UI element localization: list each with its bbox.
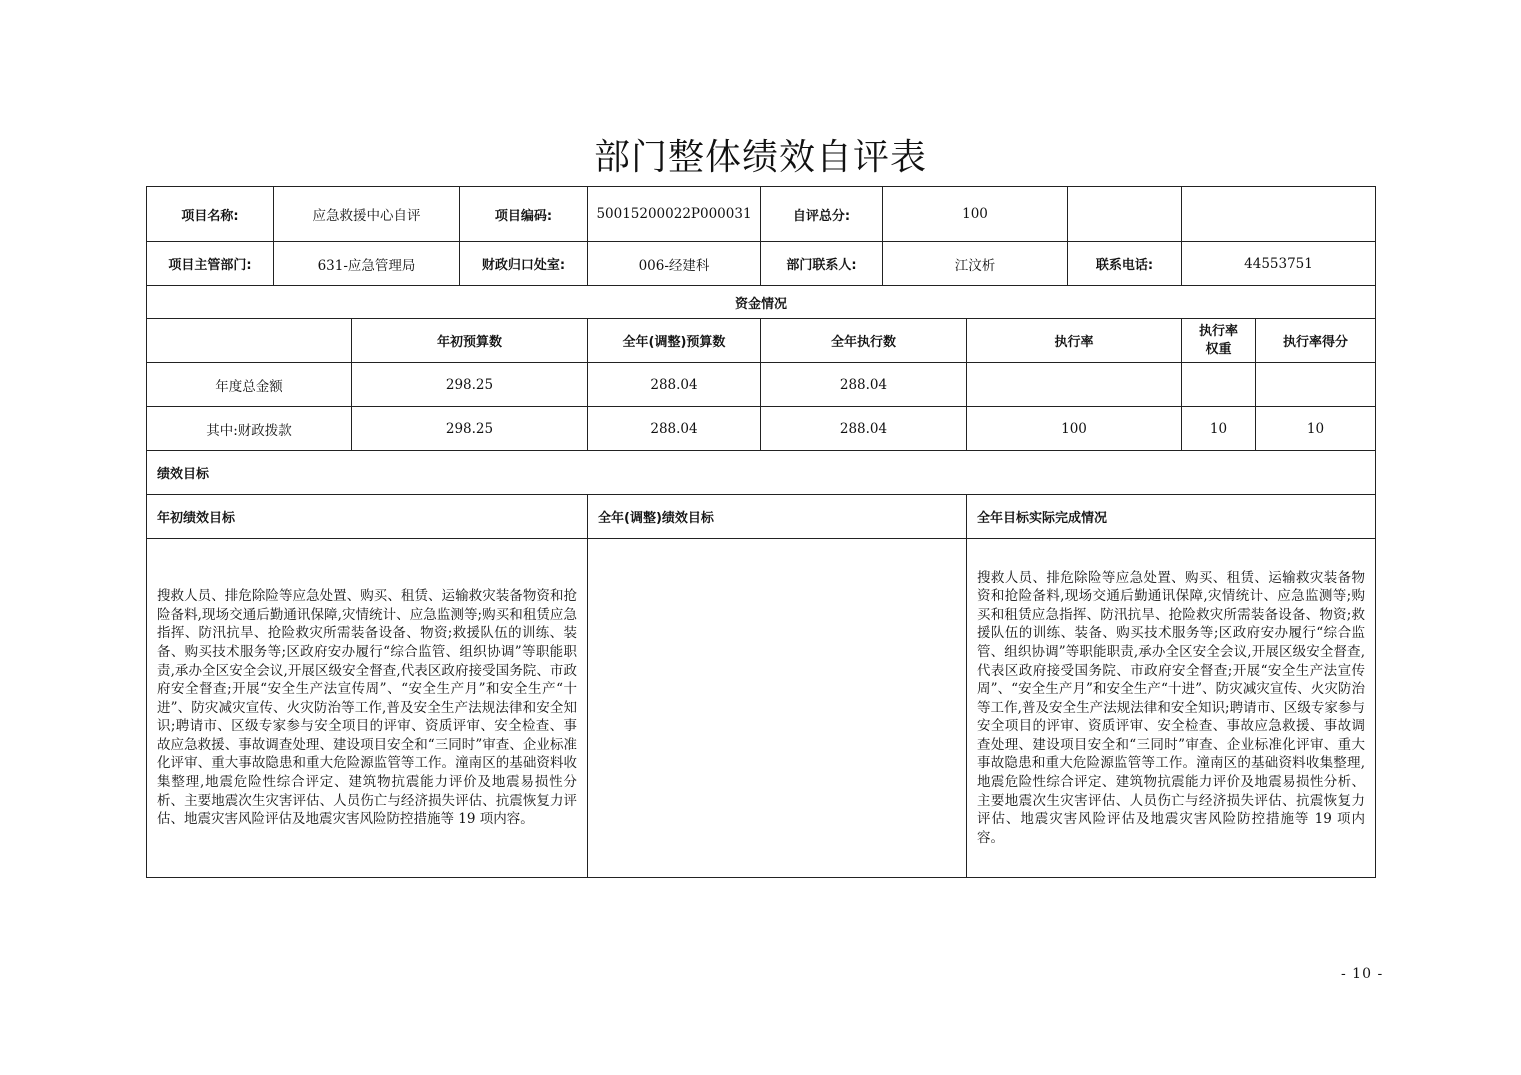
adjusted-goal-header: 全年(调整)绩效目标 bbox=[588, 495, 967, 539]
actual-goal-text: 搜救人员、排危除险等应急处置、购买、租赁、运输救灾装备物资和抢险备料,现场交通后勤通讯保障,灾情统计、应急监测等;购买和租赁应急指挥、防汛抗旱、抢险救灾所需装备设备、物资;救援队伍的训练、装备、购买技术服务等;区政府安办履行“综合监管、组织协调”等职能职责,承办全区安全会议,开展区级安全督查,代表区政府接受国务院、市政府安全督查;开展“安全生产法宣传周”、“安全生产月”和安全生产“十进”、防灾减灾宣传、火灾防治等工作,普及安全生产法规法律和安全知识;聘请市、区级专家参与安全项目的评审、资质评审、安全检查、事故应急救援、事故调查处理、建设项目安全和“三同时”审查、企业标准化评审、重大事故隐患和重大危险源监管等工作。潼南区的基础资料收集整理,地震危险性综合评定、建筑物抗震能力评价及地震易损性分析、主要地震次生灾害评估、人员伤亡与经济损失评估、抗震恢复力评估、地震灾害风险评估及地震灾害风险防控措施等 19 项内容。 bbox=[967, 539, 1376, 878]
page-title: 部门整体绩效自评表 bbox=[593, 137, 927, 178]
project-info-row bbox=[147, 187, 1376, 242]
self-evaluation-table bbox=[146, 186, 1376, 878]
rate-value bbox=[967, 363, 1182, 407]
contact-value: 江汶析 bbox=[883, 242, 1068, 286]
finance-label: 财政归口处室: bbox=[460, 242, 588, 286]
finance-value: 006-经建科 bbox=[588, 242, 761, 286]
col-executed: 全年执行数 bbox=[761, 319, 967, 363]
initial-goal-text: 搜救人员、排危除险等应急处置、购买、租赁、运输救灾装备物资和抢险备料,现场交通后勤通讯保障,灾情统计、应急监测等;购买和租赁应急指挥、防汛抗旱、抢险救灾所需装备设备、物资;救援队伍的训练、装备、购买技术服务等;区政府安办履行“综合监管、组织协调”等职能职责,承办全区安全会议,开展区级安全督查,代表区政府接受国务院、市政府安全督查;开展“安全生产法宣传周”、“安全生产月”和安全生产“十进”、防灾减灾宣传、火灾防治等工作,普及安全生产法规法律和安全知识;聘请市、区级专家参与安全项目的评审、资质评审、安全检查、事故应急救援、事故调查处理、建设项目安全和“三同时”审查、企业标准化评审、重大事故隐患和重大危险源监管等工作。潼南区的基础资料收集整理,地震危险性综合评定、建筑物抗震能力评价及地震易损性分析、主要地震次生灾害评估、人员伤亡与经济损失评估、抗震恢复力评估、地震灾害风险评估及地震灾害风险防控措施等 19 项内容。 bbox=[147, 539, 588, 878]
rate-score-value: 10 bbox=[1256, 407, 1376, 451]
row-label: 其中:财政拨款 bbox=[147, 407, 352, 451]
empty-cell bbox=[1182, 187, 1376, 242]
executed-value: 288.04 bbox=[761, 407, 967, 451]
col-initial-budget: 年初预算数 bbox=[352, 319, 588, 363]
score-value: 100 bbox=[883, 187, 1068, 242]
initial-goal-header: 年初绩效目标 bbox=[147, 495, 588, 539]
funds-row-total bbox=[147, 363, 1376, 407]
col-adjusted-budget: 全年(调整)预算数 bbox=[588, 319, 761, 363]
funds-section-row bbox=[147, 286, 1376, 319]
rate-value: 100 bbox=[967, 407, 1182, 451]
goals-header-row bbox=[147, 495, 1376, 539]
project-name-label: 项目名称: bbox=[147, 187, 274, 242]
col-rate-weight bbox=[1182, 319, 1256, 363]
page-number: - 10 - bbox=[1341, 966, 1384, 982]
empty-cell bbox=[147, 319, 352, 363]
project-name-value: 应急救援中心自评 bbox=[274, 187, 460, 242]
col-rate: 执行率 bbox=[967, 319, 1182, 363]
score-label: 自评总分: bbox=[761, 187, 883, 242]
adjusted-goal-text bbox=[588, 539, 967, 878]
phone-value: 44553751 bbox=[1182, 242, 1376, 286]
col-rate-weight-line1: 执行率 bbox=[1198, 323, 1238, 339]
adjusted-value: 288.04 bbox=[588, 363, 761, 407]
dept-value: 631-应急管理局 bbox=[274, 242, 460, 286]
weight-value: 10 bbox=[1182, 407, 1256, 451]
col-rate-score: 执行率得分 bbox=[1256, 319, 1376, 363]
contact-label: 部门联系人: bbox=[761, 242, 883, 286]
project-code-label: 项目编码: bbox=[460, 187, 588, 242]
initial-value: 298.25 bbox=[352, 363, 588, 407]
weight-value bbox=[1182, 363, 1256, 407]
adjusted-value: 288.04 bbox=[588, 407, 761, 451]
funds-row-fiscal bbox=[147, 407, 1376, 451]
dept-label: 项目主管部门: bbox=[147, 242, 274, 286]
empty-cell bbox=[1068, 187, 1182, 242]
initial-value: 298.25 bbox=[352, 407, 588, 451]
rate-score-value bbox=[1256, 363, 1376, 407]
goals-content-row bbox=[147, 539, 1376, 878]
executed-value: 288.04 bbox=[761, 363, 967, 407]
goals-section-title: 绩效目标 bbox=[147, 451, 1376, 495]
funds-section-title: 资金情况 bbox=[147, 286, 1376, 319]
project-code-value: 50015200022P000031 bbox=[588, 187, 761, 242]
actual-goal-header: 全年目标实际完成情况 bbox=[967, 495, 1376, 539]
phone-label: 联系电话: bbox=[1068, 242, 1182, 286]
col-rate-weight-line2: 权重 bbox=[1205, 341, 1232, 357]
goals-section-row bbox=[147, 451, 1376, 495]
row-label: 年度总金额 bbox=[147, 363, 352, 407]
funds-header-row bbox=[147, 319, 1376, 363]
department-info-row bbox=[147, 242, 1376, 286]
